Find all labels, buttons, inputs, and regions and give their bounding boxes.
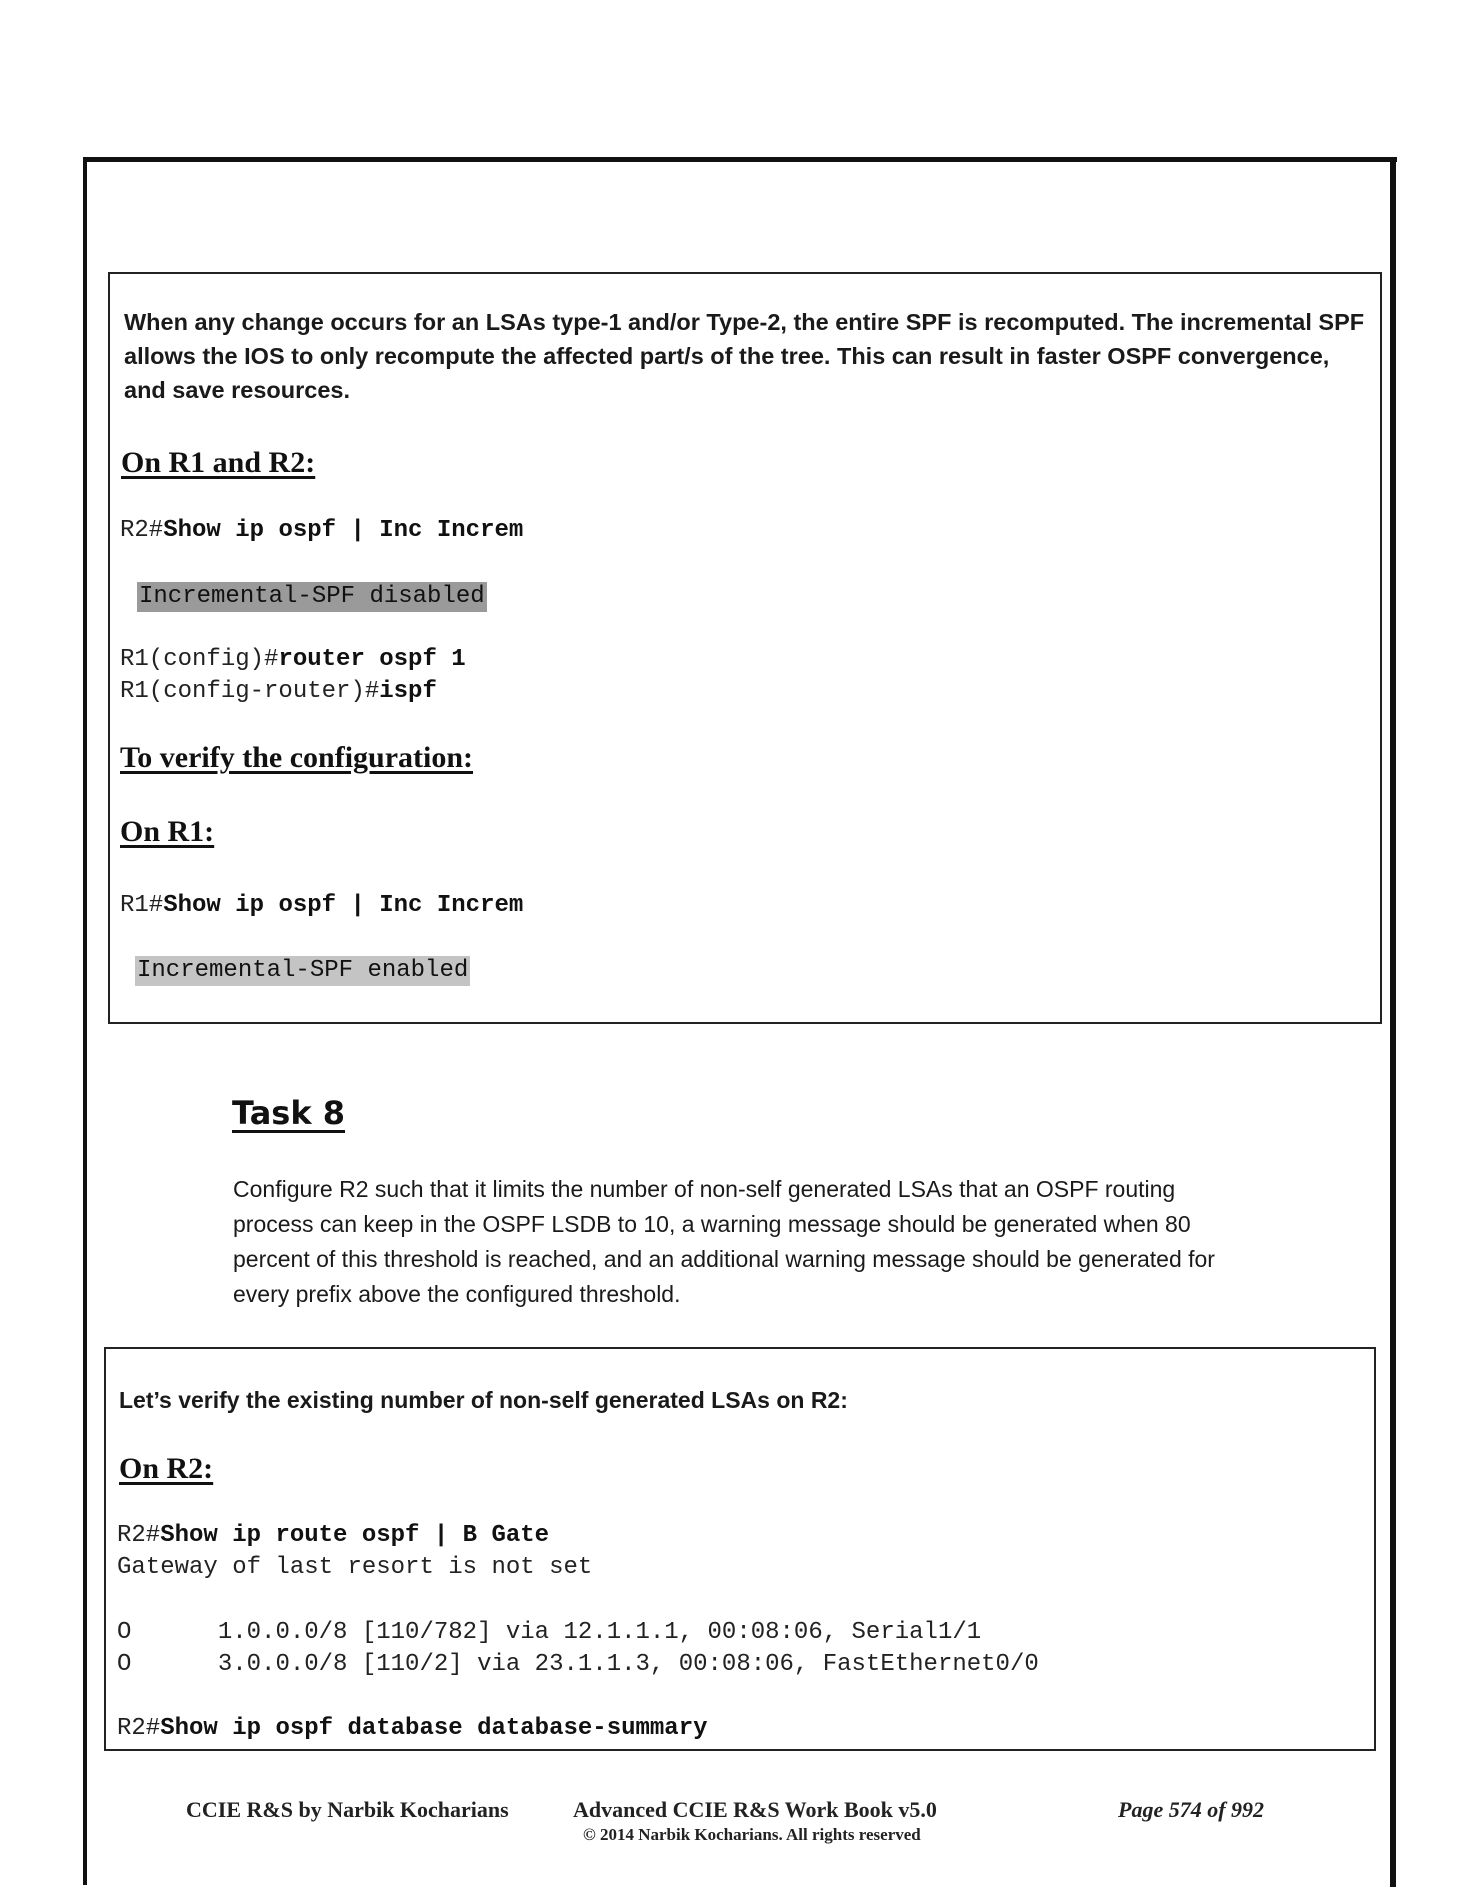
heading-on-r1-and-r2: On R1 and R2: <box>121 446 316 479</box>
cli-command-text: Show ip route ospf | B Gate <box>160 1522 550 1549</box>
cli-command-text: Show ip ospf | Inc Increm <box>163 517 524 544</box>
cli-prompt: R1# <box>120 892 164 919</box>
footer-copyright: © 2014 Narbik Kocharians. All rights reserved <box>583 1825 921 1844</box>
ispf-explanation-paragraph: When any change occurs for an LSAs type-1 and/or Type-2, the entire SPF is recomputed. The incremental SPF allows the IOS to only recompute the affected part/s of the tree. This can result in faster OSPF convergence, and save resources. <box>124 309 1365 403</box>
task-description: Configure R2 such that it limits the number of non-self generated LSAs that an OSPF routing process can keep in the OSPF LSDB to 10, a warning message should be generated when 80 percent of this threshold is reached, and an additional warning message should be generated for every prefix above the configured threshold. <box>233 1176 1215 1307</box>
heading-on-r1: On R1: <box>120 815 215 848</box>
cli-command-text: router ospf 1 <box>278 646 466 673</box>
cli-prompt: R2# <box>117 1522 161 1549</box>
cli-command-ispf <box>120 676 437 708</box>
cli-command-text: Show ip ospf database database-summary <box>160 1715 708 1742</box>
page-frame-top-border <box>83 157 1397 162</box>
route-code: O <box>117 1651 132 1678</box>
heading-on-r2: On R2: <box>119 1452 214 1485</box>
route-table-row <box>117 1649 1039 1681</box>
footer-author: CCIE R&S by Narbik Kocharians <box>186 1797 509 1822</box>
cli-prompt: R2# <box>117 1715 161 1742</box>
task-title: Task 8 <box>232 1094 346 1132</box>
cli-command-show-ip-route-ospf <box>117 1520 549 1552</box>
cli-prompt: R2# <box>120 517 164 544</box>
heading-to-verify-configuration: To verify the configuration: <box>120 741 474 774</box>
cli-prompt: R1(config)# <box>120 646 279 673</box>
page-frame-right-border <box>1390 157 1396 1887</box>
lsa-verify-intro: Let’s verify the existing number of non-self generated LSAs on R2: <box>119 1387 848 1413</box>
cli-command-text: Show ip ospf | Inc Increm <box>163 892 524 919</box>
footer-book-title: Advanced CCIE R&S Work Book v5.0 <box>573 1797 937 1822</box>
cli-output-gateway-line: Gateway of last resort is not set <box>117 1554 593 1581</box>
route-detail: 3.0.0.0/8 [110/2] via 23.1.1.3, 00:08:06, FastEthernet0/0 <box>217 1651 1039 1678</box>
route-code: O <box>117 1619 132 1646</box>
cli-command-show-ip-ospf-r1 <box>120 890 523 922</box>
cli-command-show-ospf-database-summary <box>117 1713 708 1745</box>
route-table-row <box>117 1617 981 1649</box>
cli-output-ispf-enabled: Incremental-SPF enabled <box>137 957 469 984</box>
route-detail: 1.0.0.0/8 [110/782] via 12.1.1.1, 00:08:06, Serial1/1 <box>217 1619 982 1646</box>
page-frame-left-border <box>83 157 87 1885</box>
cli-prompt: R1(config-router)# <box>120 678 380 705</box>
cli-command-show-ip-ospf-r2 <box>120 515 523 547</box>
cli-command-text: ispf <box>379 678 437 705</box>
footer-page-number: Page 574 of 992 <box>1118 1797 1265 1822</box>
cli-output-ispf-disabled: Incremental-SPF disabled <box>139 583 485 610</box>
cli-command-router-ospf <box>120 644 466 676</box>
